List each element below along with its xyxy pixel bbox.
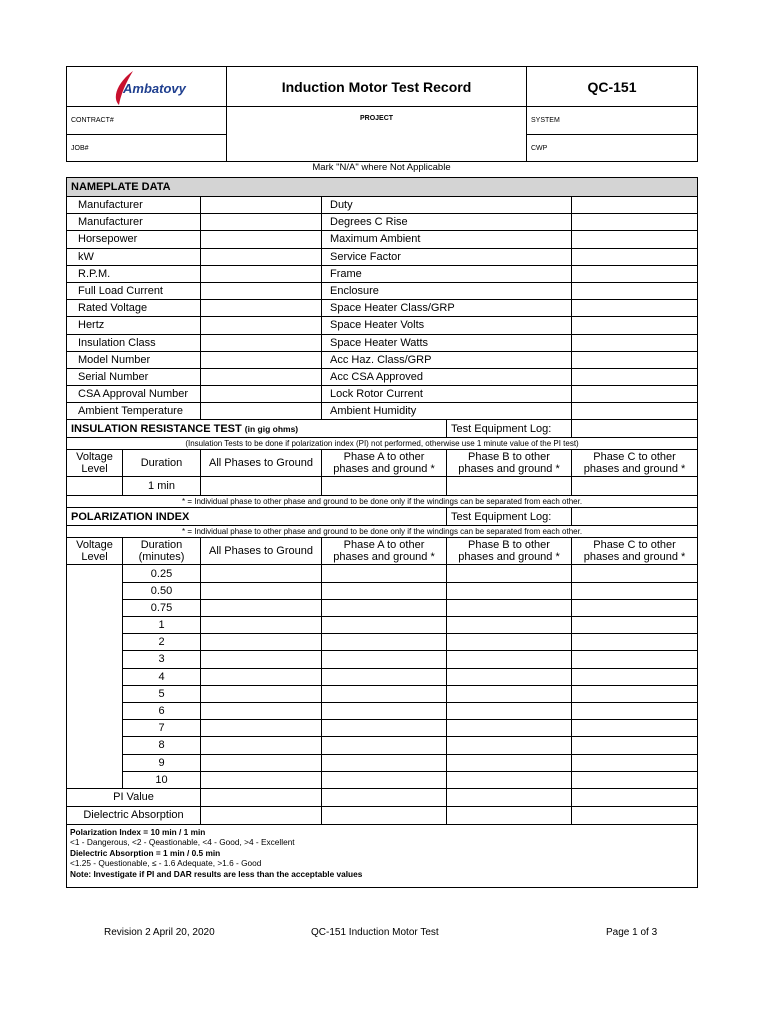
pi-value-label: PI Value	[67, 788, 201, 806]
insulation-equipment-log-label: Test Equipment Log:	[447, 420, 572, 438]
nameplate-row	[67, 214, 698, 231]
pi-phase-a-field[interactable]	[322, 651, 447, 668]
pi-value-a-field[interactable]	[322, 788, 447, 806]
pi-phase-b-field[interactable]	[447, 720, 572, 737]
pi-row	[67, 720, 698, 737]
pi-voltage-field[interactable]	[67, 771, 123, 788]
pi-phase-c-field[interactable]	[572, 565, 698, 582]
pi-all-field[interactable]	[201, 651, 322, 668]
insulation-footnote: * = Individual phase to other phase and ground to be done only if the windings can be separated from each other.	[67, 496, 698, 508]
pi-duration-value: 0.75	[123, 599, 201, 616]
nameplate-left-value-field[interactable]	[201, 403, 322, 420]
pi-phase-b-field[interactable]	[447, 737, 572, 754]
nameplate-left-value-field[interactable]	[201, 334, 322, 351]
pi-all-field[interactable]	[201, 702, 322, 719]
nameplate-right-value-field[interactable]	[572, 351, 698, 368]
nameplate-right-value-field[interactable]	[572, 265, 698, 282]
nameplate-left-value-field[interactable]	[201, 300, 322, 317]
pi-phase-a-field[interactable]	[322, 737, 447, 754]
nameplate-right-value-field[interactable]	[572, 197, 698, 214]
nameplate-row	[67, 386, 698, 403]
project-cell[interactable]	[227, 107, 527, 162]
nameplate-row	[67, 334, 698, 351]
job-label: JOB#	[67, 135, 227, 162]
nameplate-row	[67, 231, 698, 248]
ir-col-phase-c: Phase C to other phases and ground *	[572, 450, 698, 477]
pi-row	[67, 599, 698, 616]
pi-col-all-phases: All Phases to Ground	[201, 538, 322, 565]
pi-phase-a-field[interactable]	[322, 702, 447, 719]
pi-phase-c-field[interactable]	[572, 651, 698, 668]
pi-phase-b-field[interactable]	[447, 771, 572, 788]
doc-code: QC-151	[527, 67, 698, 107]
doc-title: Induction Motor Test Record	[227, 67, 527, 107]
ir-col-all-phases: All Phases to Ground	[201, 450, 322, 477]
logo-text: Ambatovy	[123, 81, 186, 96]
nameplate-left-label: Hertz	[67, 317, 201, 334]
footer-page: Page 1 of 3	[606, 927, 658, 938]
pi-col-voltage: Voltage Level	[67, 538, 123, 565]
pi-duration-value: 7	[123, 720, 201, 737]
pi-value-all-field[interactable]	[201, 788, 322, 806]
pi-phase-c-field[interactable]	[572, 634, 698, 651]
pi-all-field[interactable]	[201, 771, 322, 788]
insulation-note: (Insulation Tests to be done if polarization index (PI) not performed, otherwise use 1 minute value of the PI test)	[67, 438, 698, 450]
pi-phase-a-field[interactable]	[322, 720, 447, 737]
pi-row	[67, 702, 698, 719]
nameplate-right-label: Space Heater Watts	[322, 334, 572, 351]
pi-all-field[interactable]	[201, 685, 322, 702]
nameplate-left-label: Serial Number	[67, 368, 201, 385]
pi-col-phase-a: Phase A to other phases and ground *	[322, 538, 447, 565]
pi-duration-value: 4	[123, 668, 201, 685]
nameplate-left-value-field[interactable]	[201, 282, 322, 299]
pi-phase-c-field[interactable]	[572, 720, 698, 737]
ir-col-duration: Duration	[123, 450, 201, 477]
pi-phase-a-field[interactable]	[322, 685, 447, 702]
pi-phase-b-field[interactable]	[447, 565, 572, 582]
nameplate-left-label: CSA Approval Number	[67, 386, 201, 403]
pi-formula: Polarization Index = 10 min / 1 min	[70, 826, 206, 837]
ir-col-voltage: Voltage Level	[67, 450, 123, 477]
nameplate-left-label: Insulation Class	[67, 334, 201, 351]
pi-duration-value: 1	[123, 617, 201, 634]
pi-row	[67, 634, 698, 651]
pi-phase-b-field[interactable]	[447, 582, 572, 599]
pi-all-field[interactable]	[201, 737, 322, 754]
nameplate-left-value-field[interactable]	[201, 197, 322, 214]
nameplate-right-value-field[interactable]	[572, 403, 698, 420]
nameplate-left-label: Full Load Current	[67, 282, 201, 299]
pi-duration-value: 3	[123, 651, 201, 668]
nameplate-left-label: Manufacturer	[67, 214, 201, 231]
logo-cell	[67, 67, 227, 107]
pi-phase-b-field[interactable]	[447, 651, 572, 668]
nameplate-right-value-field[interactable]	[572, 282, 698, 299]
pi-phase-c-field[interactable]	[572, 771, 698, 788]
pi-phase-b-field[interactable]	[447, 754, 572, 771]
ir-voltage-field[interactable]	[67, 477, 123, 496]
nameplate-left-value-field[interactable]	[201, 368, 322, 385]
da-scale: <1.25 - Questionable, ≤ - 1.6 Adequate, >1.6 - Good	[70, 858, 262, 869]
nameplate-row	[67, 317, 698, 334]
pi-col-duration: Duration (minutes)	[123, 538, 201, 565]
pi-duration-value: 2	[123, 634, 201, 651]
ir-col-phase-a: Phase A to other phases and ground *	[322, 450, 447, 477]
pi-phase-b-field[interactable]	[447, 685, 572, 702]
pi-voltage-field[interactable]	[67, 685, 123, 702]
nameplate-row	[67, 265, 698, 282]
nameplate-row	[67, 248, 698, 265]
pi-row	[67, 617, 698, 634]
pi-voltage-field[interactable]	[67, 634, 123, 651]
pi-phase-c-field[interactable]	[572, 754, 698, 771]
nameplate-right-label: Service Factor	[322, 248, 572, 265]
ir-phase-a-field[interactable]	[322, 477, 447, 496]
pi-all-field[interactable]	[201, 634, 322, 651]
da-b-field[interactable]	[447, 806, 572, 824]
nameplate-row	[67, 197, 698, 214]
pi-row	[67, 668, 698, 685]
pi-equipment-log-field[interactable]	[572, 508, 698, 526]
investigate-note: Note: Investigate if PI and DAR results are less than the acceptable values	[70, 868, 363, 879]
nameplate-right-value-field[interactable]	[572, 334, 698, 351]
nameplate-right-label: Acc CSA Approved	[322, 368, 572, 385]
nameplate-left-label: Ambient Temperature	[67, 403, 201, 420]
pi-all-field[interactable]	[201, 720, 322, 737]
pi-phase-c-field[interactable]	[572, 685, 698, 702]
pi-duration-value: 0.50	[123, 582, 201, 599]
nameplate-row	[67, 282, 698, 299]
pi-duration-value: 9	[123, 754, 201, 771]
nameplate-right-label: Frame	[322, 265, 572, 282]
nameplate-right-label: Space Heater Class/GRP	[322, 300, 572, 317]
criteria-notes	[67, 824, 698, 887]
nameplate-right-label: Degrees C Rise	[322, 214, 572, 231]
nameplate-left-label: R.P.M.	[67, 265, 201, 282]
pi-phase-b-field[interactable]	[447, 617, 572, 634]
pi-col-phase-c: Phase C to other phases and ground *	[572, 538, 698, 565]
pi-all-field[interactable]	[201, 599, 322, 616]
pi-row	[67, 565, 698, 582]
pi-duration-value: 10	[123, 771, 201, 788]
pi-voltage-field[interactable]	[67, 651, 123, 668]
pi-voltage-field[interactable]	[67, 668, 123, 685]
nameplate-right-value-field[interactable]	[572, 386, 698, 403]
insulation-section-title: INSULATION RESISTANCE TEST (in gig ohms)	[67, 420, 447, 438]
pi-row	[67, 582, 698, 599]
pi-voltage-field[interactable]	[67, 754, 123, 771]
pi-phase-c-field[interactable]	[572, 599, 698, 616]
nameplate-left-label: Model Number	[67, 351, 201, 368]
insulation-equipment-log-field[interactable]	[572, 420, 698, 438]
pi-duration-value: 5	[123, 685, 201, 702]
pi-voltage-field[interactable]	[67, 599, 123, 616]
nameplate-left-label: Manufacturer	[67, 197, 201, 214]
nameplate-left-value-field[interactable]	[201, 386, 322, 403]
pi-phase-a-field[interactable]	[322, 565, 447, 582]
header-table	[66, 66, 698, 162]
nameplate-right-label: Lock Rotor Current	[322, 386, 572, 403]
nameplate-left-value-field[interactable]	[201, 317, 322, 334]
pi-row	[67, 771, 698, 788]
nameplate-right-label: Space Heater Volts	[322, 317, 572, 334]
nameplate-left-value-field[interactable]	[201, 231, 322, 248]
system-label: SYSTEM	[527, 107, 698, 135]
pi-all-field[interactable]	[201, 617, 322, 634]
pi-phase-a-field[interactable]	[322, 754, 447, 771]
pi-voltage-field[interactable]	[67, 617, 123, 634]
da-c-field[interactable]	[572, 806, 698, 824]
nameplate-right-label: Duty	[322, 197, 572, 214]
nameplate-right-label: Maximum Ambient	[322, 231, 572, 248]
ir-phase-c-field[interactable]	[572, 477, 698, 496]
pi-row	[67, 685, 698, 702]
pi-phase-a-field[interactable]	[322, 617, 447, 634]
ir-phase-b-field[interactable]	[447, 477, 572, 496]
ir-duration-value: 1 min	[123, 477, 201, 496]
pi-phase-b-field[interactable]	[447, 599, 572, 616]
nameplate-right-label: Enclosure	[322, 282, 572, 299]
pi-all-field[interactable]	[201, 582, 322, 599]
nameplate-row	[67, 403, 698, 420]
pi-all-field[interactable]	[201, 668, 322, 685]
pi-phase-c-field[interactable]	[572, 668, 698, 685]
pi-voltage-field[interactable]	[67, 737, 123, 754]
pi-value-c-field[interactable]	[572, 788, 698, 806]
pi-phase-c-field[interactable]	[572, 582, 698, 599]
nameplate-row	[67, 351, 698, 368]
pi-duration-value: 8	[123, 737, 201, 754]
pi-scale: <1 - Dangerous, <2 - Qeastionable, <4 - Good, >4 - Excellent	[70, 837, 295, 848]
polarization-section-title: POLARIZATION INDEX	[67, 508, 447, 526]
pi-phase-c-field[interactable]	[572, 737, 698, 754]
pi-row	[67, 737, 698, 754]
pi-phase-a-field[interactable]	[322, 668, 447, 685]
pi-phase-b-field[interactable]	[447, 668, 572, 685]
pi-row	[67, 754, 698, 771]
pi-duration-value: 6	[123, 702, 201, 719]
nameplate-left-value-field[interactable]	[201, 214, 322, 231]
pi-row	[67, 651, 698, 668]
pi-phase-a-field[interactable]	[322, 599, 447, 616]
nameplate-left-value-field[interactable]	[201, 248, 322, 265]
pi-phase-b-field[interactable]	[447, 702, 572, 719]
nameplate-right-value-field[interactable]	[572, 368, 698, 385]
main-form	[66, 177, 698, 888]
pi-voltage-field[interactable]	[67, 702, 123, 719]
pi-voltage-field[interactable]	[67, 720, 123, 737]
cwp-label: CWP	[527, 135, 698, 162]
nameplate-row	[67, 368, 698, 385]
pi-equipment-log-label: Test Equipment Log:	[447, 508, 572, 526]
nameplate-left-value-field[interactable]	[201, 265, 322, 282]
footer-revision: Revision 2 April 20, 2020	[104, 927, 215, 938]
nameplate-right-value-field[interactable]	[572, 231, 698, 248]
footer-doc: QC-151 Induction Motor Test	[311, 927, 439, 938]
project-label: PROJECT	[359, 115, 394, 122]
ir-col-phase-b: Phase B to other phases and ground *	[447, 450, 572, 477]
pi-phase-a-field[interactable]	[322, 582, 447, 599]
polarization-footnote: * = Individual phase to other phase and ground to be done only if the windings can be separated from each other.	[67, 526, 698, 538]
nameplate-right-value-field[interactable]	[572, 300, 698, 317]
dielectric-absorption-label: Dielectric Absorption	[67, 806, 201, 824]
pi-duration-value: 0.25	[123, 565, 201, 582]
pi-voltage-field[interactable]	[67, 582, 123, 599]
pi-phase-a-field[interactable]	[322, 634, 447, 651]
pi-all-field[interactable]	[201, 565, 322, 582]
nameplate-right-label: Ambient Humidity	[322, 403, 572, 420]
da-a-field[interactable]	[322, 806, 447, 824]
nameplate-right-value-field[interactable]	[572, 248, 698, 265]
nameplate-right-value-field[interactable]	[572, 317, 698, 334]
nameplate-left-label: Rated Voltage	[67, 300, 201, 317]
nameplate-left-value-field[interactable]	[201, 351, 322, 368]
nameplate-section-title: NAMEPLATE DATA	[67, 178, 698, 197]
nameplate-left-label: kW	[67, 248, 201, 265]
nameplate-row	[67, 300, 698, 317]
pi-all-field[interactable]	[201, 754, 322, 771]
da-all-field[interactable]	[201, 806, 322, 824]
pi-phase-c-field[interactable]	[572, 702, 698, 719]
da-formula: Dielectric Absorption = 1 min / 0.5 min	[70, 847, 221, 858]
nameplate-right-value-field[interactable]	[572, 214, 698, 231]
pi-voltage-field[interactable]	[67, 565, 123, 582]
nameplate-right-label: Acc Haz. Class/GRP	[322, 351, 572, 368]
pi-phase-a-field[interactable]	[322, 771, 447, 788]
pi-phase-b-field[interactable]	[447, 634, 572, 651]
contract-label: CONTRACT#	[67, 107, 227, 135]
pi-value-b-field[interactable]	[447, 788, 572, 806]
mark-na-note: Mark "N/A" where Not Applicable	[312, 162, 451, 173]
ir-all-phases-field[interactable]	[201, 477, 322, 496]
pi-col-phase-b: Phase B to other phases and ground *	[447, 538, 572, 565]
pi-phase-c-field[interactable]	[572, 617, 698, 634]
nameplate-left-label: Horsepower	[67, 231, 201, 248]
